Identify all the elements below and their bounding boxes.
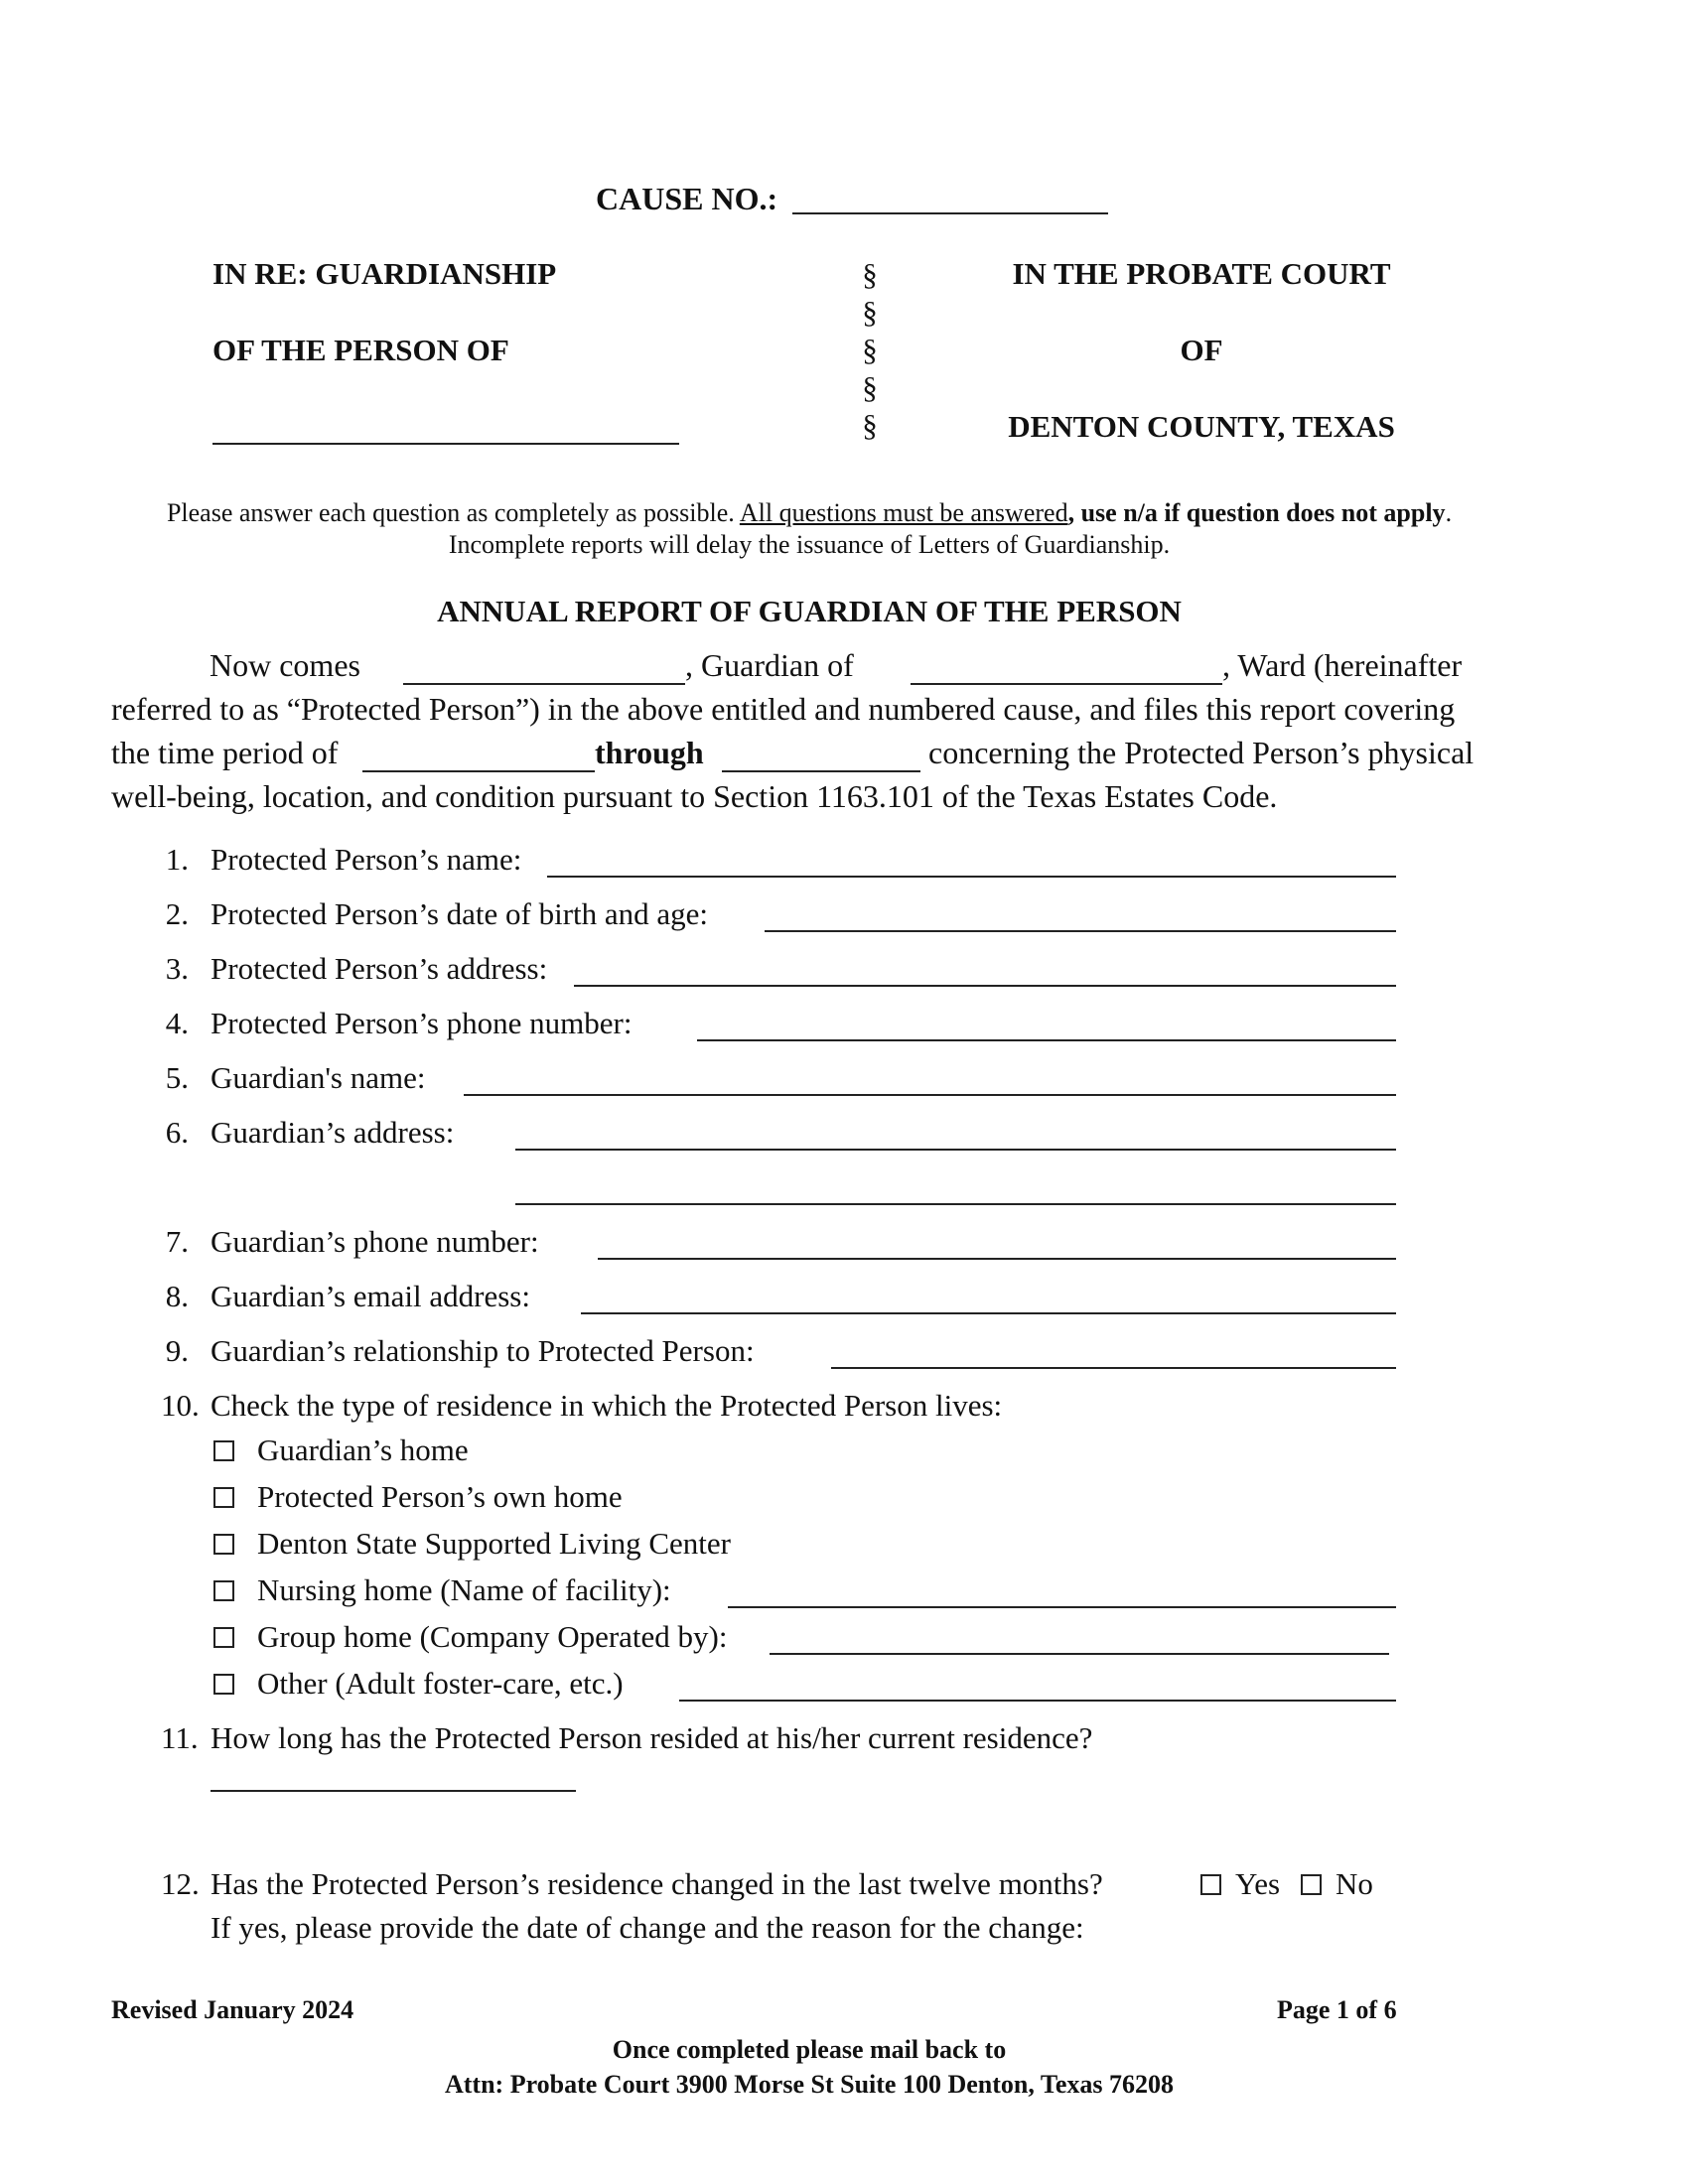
yes-label: Yes [1235,1866,1281,1901]
cause-number-field[interactable] [792,212,1108,214]
question-label: Check the type of residence in which the Protected Person lives: [211,1388,1003,1423]
group-home-company-field[interactable] [770,1653,1389,1655]
question-number: 7. [165,1224,189,1259]
residence-checkbox-other[interactable] [213,1674,234,1695]
caption-left-line1: IN RE: GUARDIANSHIP [212,256,557,291]
section-mark: § [862,333,878,367]
court-name-line3: DENTON COUNTY, TEXAS [1008,409,1395,444]
question-number: 5. [165,1060,189,1095]
question-label: Guardian’s address: [211,1115,455,1150]
guardian-address-field-line2[interactable] [515,1203,1396,1205]
protected-person-name-field[interactable] [547,876,1396,878]
residence-option-label: Other (Adult foster-care, etc.) [257,1666,624,1701]
question-number: 6. [165,1115,189,1150]
page-number: Page 1 of 6 [1277,1995,1397,2024]
section-mark: § [862,295,878,330]
question-number: 4. [165,1006,189,1040]
instructions-bold: , use n/a if question does not apply [1067,498,1446,527]
intro-line4: well-being, location, and condition pursuant to Section 1163.101 of the Texas Estates Code. [111,778,1278,814]
residence-checkbox-guardians-home[interactable] [213,1440,234,1461]
residence-option-label: Nursing home (Name of facility): [257,1572,671,1607]
instructions-line2: Incomplete reports will delay the issuance of Letters of Guardianship. [448,530,1171,559]
residence-checkbox-nursing-home[interactable] [213,1580,234,1601]
caption-left-line2: OF THE PERSON OF [212,333,509,367]
residence-changed-no-checkbox[interactable] [1301,1874,1322,1895]
question-number: 2. [165,896,189,931]
protected-person-phone-field[interactable] [697,1039,1396,1041]
residence-changed-yes-checkbox[interactable] [1200,1874,1221,1895]
section-marks [860,256,880,445]
cause-number-label: CAUSE NO.: [596,181,778,216]
intro-now-comes: Now comes [210,647,360,683]
question-label: Guardian’s email address: [211,1279,530,1313]
ward-name-field[interactable] [212,443,679,445]
question-label: Protected Person’s date of birth and age: [211,896,709,931]
question-number: 1. [165,842,189,877]
question-label: Has the Protected Person’s residence changed in the last twelve months? [211,1866,1103,1901]
nursing-home-name-field[interactable] [728,1606,1396,1608]
guardian-email-field[interactable] [581,1312,1396,1314]
intro-concerning: concerning the Protected Person’s physical [928,735,1475,770]
protected-person-address-field[interactable] [574,985,1396,987]
page-title: ANNUAL REPORT OF GUARDIAN OF THE PERSON [437,594,1182,628]
residence-option-label: Protected Person’s own home [257,1479,623,1514]
instructions-line1 [79,498,1539,528]
question-label: Guardian’s relationship to Protected Person: [211,1333,755,1368]
question-label: Guardian’s phone number: [211,1224,539,1259]
instructions-text: Please answer each question as completely as possible. [166,498,740,527]
residence-checkbox-state-living-center[interactable] [213,1534,234,1555]
question-label: Guardian's name: [211,1060,426,1095]
intro-guardian-of: , Guardian of [685,647,854,683]
guardian-name-blank[interactable] [403,683,685,685]
guardian-relationship-field[interactable] [831,1367,1396,1369]
intro-ward: , Ward (hereinafter [1222,647,1463,683]
mail-instructions-line2: Attn: Probate Court 3900 Morse St Suite 100 Denton, Texas 76208 [445,2070,1174,2099]
question-label: Protected Person’s phone number: [211,1006,633,1040]
question-number: 9. [165,1333,189,1368]
residence-duration-field[interactable] [211,1790,576,1792]
residence-option-label: Guardian’s home [257,1433,469,1467]
question-number: 10. [161,1388,200,1423]
court-name-line2: OF [1180,333,1223,367]
question-number: 3. [165,951,189,986]
mail-instructions-line1: Once completed please mail back to [612,2035,1007,2064]
residence-option-label: Denton State Supported Living Center [257,1526,731,1561]
question-label: How long has the Protected Person resided at his/her current residence? [211,1720,1093,1755]
no-label: No [1336,1866,1373,1901]
q12-followup-text: If yes, please provide the date of change and the reason for the change: [211,1910,1084,1945]
question-label: Protected Person’s name: [211,842,522,877]
question-label: Protected Person’s address: [211,951,548,986]
question-number: 8. [165,1279,189,1313]
guardian-name-field[interactable] [464,1094,1396,1096]
intro-time-period: the time period of [111,735,339,770]
instructions-underlined: All questions must be answered [739,498,1068,527]
intro-line2: referred to as “Protected Person”) in the above entitled and numbered cause, and files this report covering [111,691,1456,727]
ward-name-blank[interactable] [911,683,1222,685]
guardian-phone-field[interactable] [598,1258,1396,1260]
other-residence-field[interactable] [679,1700,1396,1702]
question-number: 11. [161,1720,199,1755]
protected-person-dob-field[interactable] [765,930,1396,932]
residence-checkbox-own-home[interactable] [213,1487,234,1508]
period-end-blank[interactable] [722,770,920,772]
period-start-blank[interactable] [362,770,595,772]
court-name-line1: IN THE PROBATE COURT [1012,256,1391,291]
section-mark: § [862,257,878,292]
residence-option-label: Group home (Company Operated by): [257,1619,728,1654]
residence-checkbox-group-home[interactable] [213,1627,234,1648]
intro-through: through [595,735,704,770]
question-number: 12. [161,1866,200,1901]
revision-date: Revised January 2024 [111,1995,354,2024]
section-mark: § [862,408,878,443]
section-mark: § [862,370,878,405]
instructions-period: . [1445,498,1453,527]
guardian-address-field-line1[interactable] [515,1149,1396,1151]
